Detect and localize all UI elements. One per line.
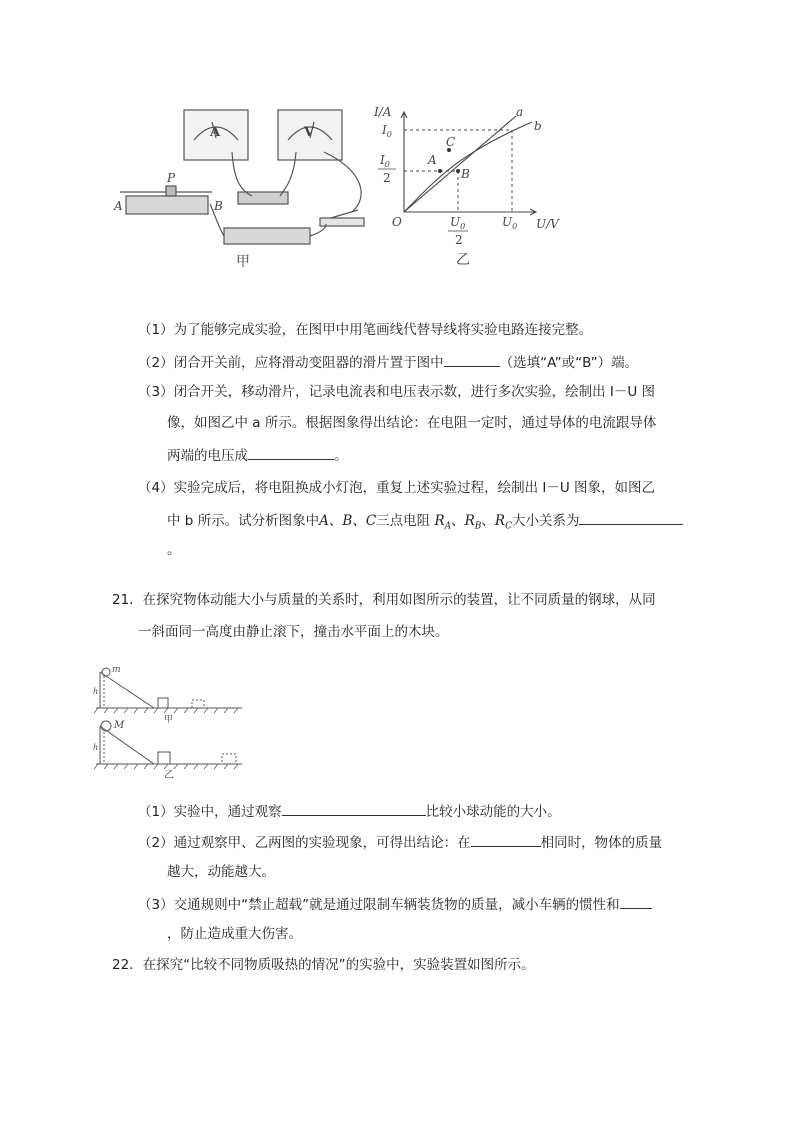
q21-part2-line2: 越大，动能越大。 <box>167 864 275 880</box>
q21-part2-text-b: 相同时，物体的质量 <box>540 835 663 851</box>
circuit-figure <box>112 100 374 280</box>
caption-yi: 乙 <box>456 252 470 268</box>
tick-u0-half-den: 2 <box>455 233 463 247</box>
caption-ramp-1: 甲 <box>164 715 174 725</box>
q20-part4-text-c: 大小关系为 <box>511 513 580 529</box>
ramp-figure <box>92 660 252 780</box>
curve-b-label: b <box>534 119 542 133</box>
sep-1: 、 <box>451 513 465 529</box>
tick-u0: U <box>502 215 513 229</box>
q20-part3-end: 。 <box>334 448 348 464</box>
rheostat-end-a: A <box>114 199 123 213</box>
height-h-1: h <box>93 687 99 696</box>
q20-part3-line2: 像，如图乙中 a 所示。根据图象得出结论：在电阻一定时，通过导体的电流跟导体 <box>167 415 657 431</box>
q20-part2-text-a: （2）闭合开关前，应将滑动变阻器的滑片置于图中 <box>138 355 444 371</box>
q20-part3-blank[interactable] <box>248 444 334 460</box>
q21-part1-blank[interactable] <box>282 800 426 816</box>
resistance-ra: R <box>434 513 445 529</box>
q20-part2-text-b: （选填“A”或“B”）端。 <box>499 355 639 371</box>
q20-part2-blank[interactable] <box>444 351 500 367</box>
q21-part1-text-b: 比较小球动能的大小。 <box>425 804 561 820</box>
q21-part1 <box>138 800 561 822</box>
q20-part4-points: A、B、C <box>319 513 377 529</box>
q20-part4-line2 <box>167 509 683 537</box>
q20-part4-blank[interactable] <box>579 509 683 525</box>
svg-text:U0 <box>450 215 465 231</box>
ball-small-m: m <box>112 665 121 675</box>
q20-part4-line3: 。 <box>167 542 181 558</box>
iu-graph <box>366 100 566 270</box>
q21-part3-text: （3）交通规则中“禁止超载”就是通过限制车辆装货物的质量，减小车辆的惯性和 <box>138 897 620 913</box>
ammeter-label: A <box>210 125 221 140</box>
rheostat-end-b: B <box>214 199 223 213</box>
q20-part4-text-b: 三点电阻 <box>376 513 431 529</box>
resistance-rb-sub: B <box>474 521 482 532</box>
axis-x-label: U/V <box>536 217 559 231</box>
tick-i0-sub: 0 <box>386 130 392 139</box>
caption-jia: 甲 <box>236 254 250 270</box>
resistance-rc: R <box>494 513 506 529</box>
axis-y-label: I/A <box>374 105 392 119</box>
q20-part3-text: 两端的电压成 <box>167 448 248 464</box>
q21-part3-line1 <box>138 893 652 915</box>
q20-part4-line1: （4）实验完成后，将电阻换成小灯泡，重复上述实验过程，绘制出 I－U 图象，如图乙 <box>138 480 656 496</box>
height-h-2: h <box>93 743 99 752</box>
curve-a-label: a <box>516 105 524 119</box>
q20-part3-line3 <box>167 444 348 466</box>
svg-text:I0 <box>379 153 390 169</box>
point-a-label: A <box>428 153 437 167</box>
tick-u0-half-sub: 0 <box>460 222 466 231</box>
origin-label: O <box>392 215 402 229</box>
svg-text:U0 <box>502 215 517 231</box>
tick-i0-half: I <box>380 153 385 167</box>
q21-part1-text-a: （1）实验中，通过观察 <box>138 804 282 820</box>
q21-stem-line2: 一斜面同一高度由静止滚下，撞击水平面上的木块。 <box>138 624 449 640</box>
resistance-rb: R <box>464 513 475 529</box>
tick-u0-sub: 0 <box>512 222 518 231</box>
q21-part2-line1 <box>138 831 662 853</box>
resistance-ra-sub: A <box>444 521 452 532</box>
tick-i0-half-sub: 0 <box>384 160 390 169</box>
point-b-label: B <box>461 167 470 181</box>
q20-part1: （1）为了能够完成实验，在图甲中用笔画线代替导线将实验电路连接完整。 <box>138 322 593 338</box>
q20-part4-text-a: 中 b 所示。试分析图象中 <box>167 513 320 529</box>
resistance-rc-sub: C <box>505 521 512 532</box>
svg-text:I0 <box>381 123 392 139</box>
slider-label-p: P <box>167 171 176 185</box>
tick-u0-half: U <box>450 215 461 229</box>
sep-2: 、 <box>481 513 495 529</box>
ball-big-m: M <box>114 720 125 731</box>
q21-part2-blank[interactable] <box>471 831 541 847</box>
q21-part2-text-a: （2）通过观察甲、乙两图的实验现象，可得出结论：在 <box>138 835 471 851</box>
tick-i0-half-den: 2 <box>383 171 391 185</box>
q20-part2 <box>138 351 638 373</box>
q21-part3-line2: ，防止造成重大伤害。 <box>167 926 302 942</box>
voltmeter-label: V <box>304 125 315 140</box>
tick-i0: I <box>382 123 387 137</box>
q20-part3-line1: （3）闭合开关，移动滑片，记录电流表和电压表示数，进行多次实验，绘制出 I－U 图 <box>138 384 656 400</box>
caption-ramp-2: 乙 <box>164 770 174 780</box>
point-c-label: C <box>446 135 456 149</box>
q21-stem-line1: 21．在探究物体动能大小与质量的关系时，利用如图所示的装置，让不同质量的钢球，从同 <box>112 592 656 608</box>
q21-part3-blank[interactable] <box>620 893 652 909</box>
q22-stem: 22．在探究“比较不同物质吸热的情况”的实验中，实验装置如图所示。 <box>112 957 535 973</box>
